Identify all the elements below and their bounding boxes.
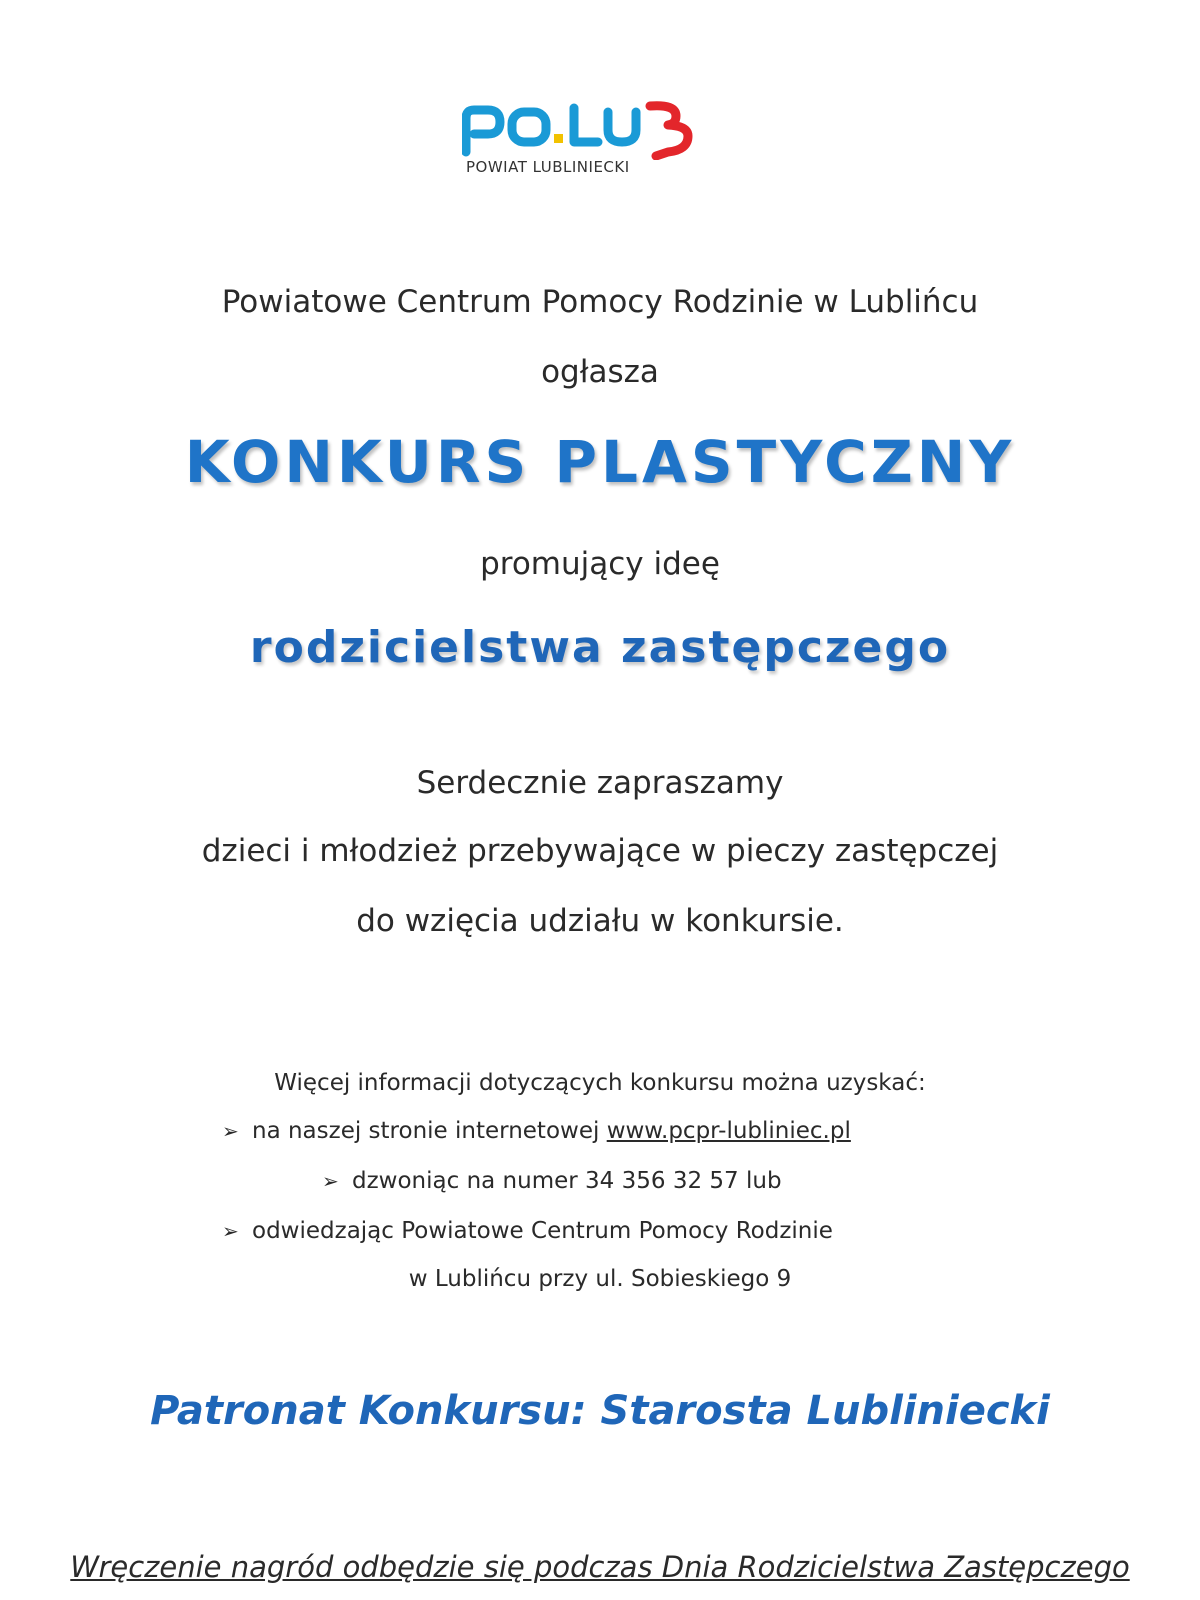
info-item-phone [322,1168,782,1194]
polub-logo-icon [462,100,712,160]
intro-text: Powiatowe Centrum Pomocy Rodzinie w Lublińcu [221,284,979,320]
invite-line-3: do wzięcia udziału w konkursie. [356,903,844,939]
info-item-visit [222,1218,833,1244]
promo-text: promujący ideę [480,546,720,582]
info-item-phone-text: dzwoniąc na numer 34 356 32 57 lub [352,1168,782,1194]
info-item-website-text: na naszej stronie internetowej [252,1118,607,1144]
info-heading: Więcej informacji dotyczących konkursu można uzyskać: [274,1070,926,1096]
poster-subtitle: rodzicielstwa zastępczego [249,622,951,673]
arrow-bullet-icon: ➢ [322,1169,339,1193]
invite-line-2: dzieci i młodzież przebywające w pieczy zastępczej [201,833,999,869]
invite-line-1: Serdecznie zapraszamy [416,765,784,801]
info-item-visit-address: w Lublińcu przy ul. Sobieskiego 9 [408,1266,792,1292]
announces-text: ogłasza [541,354,659,390]
patronage-text: Patronat Konkursu: Starosta Lubliniecki [150,1388,1050,1434]
poster-title: KONKURS PLASTYCZNY [184,428,1016,496]
info-item-website [222,1118,851,1144]
arrow-bullet-icon: ➢ [222,1119,239,1143]
website-link[interactable]: www.pcpr-lubliniec.pl [606,1118,851,1144]
info-item-visit-text: odwiedzając Powiatowe Centrum Pomocy Rodzinie [252,1218,833,1244]
arrow-bullet-icon: ➢ [222,1219,239,1243]
logo-subtitle: POWIAT LUBLINIECKI [466,158,630,176]
award-ceremony-text: Wręczenie nagród odbędzie się podczas Dnia Rodzicielstwa Zastępczego [70,1550,1130,1584]
polub-logo [462,100,722,180]
